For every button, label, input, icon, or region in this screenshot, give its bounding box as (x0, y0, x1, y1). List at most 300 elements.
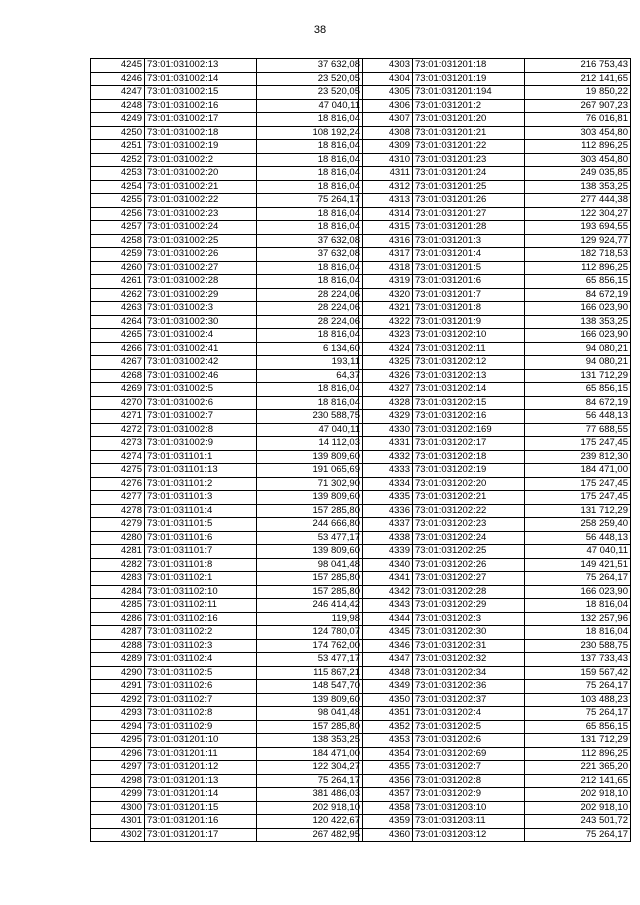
cadastral-value-cell: 157 285,80 (257, 504, 363, 518)
table-row (91, 734, 363, 748)
cadastral-value-cell: 23 520,05 (257, 72, 363, 86)
table-row (91, 221, 363, 235)
cadastral-value-cell: 112 896,25 (525, 140, 631, 154)
table-body-right (359, 59, 631, 842)
cadastral-value-cell: 244 666,80 (257, 518, 363, 532)
row-number-cell: 4292 (91, 693, 145, 707)
table-row (359, 491, 631, 505)
cadastral-value-cell: 75 264,17 (525, 680, 631, 694)
row-number-cell: 4323 (359, 329, 413, 343)
row-number-cell: 4350 (359, 693, 413, 707)
row-number-cell: 4279 (91, 518, 145, 532)
cadastral-number-cell: 73:01:031202:26 (413, 558, 525, 572)
cadastral-value-cell: 175 247,45 (525, 477, 631, 491)
cadastral-number-cell: 73:01:031002:26 (145, 248, 257, 262)
cadastral-value-cell: 53 477,17 (257, 531, 363, 545)
cadastral-number-cell: 73:01:031202:36 (413, 680, 525, 694)
row-number-cell: 4260 (91, 261, 145, 275)
row-number-cell: 4257 (91, 221, 145, 235)
cadastral-value-cell: 18 816,04 (257, 329, 363, 343)
cadastral-number-cell: 73:01:031202:19 (413, 464, 525, 478)
cadastral-value-cell: 202 918,10 (525, 801, 631, 815)
row-number-cell: 4268 (91, 369, 145, 383)
cadastral-value-cell: 98 041,48 (257, 707, 363, 721)
cadastral-number-cell: 73:01:031201:8 (413, 302, 525, 316)
cadastral-number-cell: 73:01:031002:29 (145, 288, 257, 302)
row-number-cell: 4317 (359, 248, 413, 262)
cadastral-value-cell: 47 040,11 (257, 423, 363, 437)
cadastral-value-cell: 18 816,04 (257, 383, 363, 397)
table-row (359, 153, 631, 167)
cadastral-value-table-left (90, 58, 363, 842)
table-row (359, 815, 631, 829)
table-row (91, 248, 363, 262)
row-number-cell: 4331 (359, 437, 413, 451)
cadastral-value-cell: 119,98 (257, 612, 363, 626)
cadastral-value-cell: 98 041,48 (257, 558, 363, 572)
cadastral-value-cell: 18 816,04 (257, 113, 363, 127)
cadastral-value-cell: 28 224,06 (257, 288, 363, 302)
row-number-cell: 4308 (359, 126, 413, 140)
table-row (359, 356, 631, 370)
cadastral-value-cell: 28 224,06 (257, 302, 363, 316)
cadastral-number-cell: 73:01:031201:24 (413, 167, 525, 181)
cadastral-value-cell: 137 733,43 (525, 653, 631, 667)
table-row (359, 828, 631, 842)
row-number-cell: 4318 (359, 261, 413, 275)
cadastral-number-cell: 73:01:031201:3 (413, 234, 525, 248)
cadastral-number-cell: 73:01:031202:37 (413, 693, 525, 707)
table-row (91, 585, 363, 599)
row-number-cell: 4342 (359, 585, 413, 599)
table-row (91, 774, 363, 788)
table-row (359, 504, 631, 518)
table-row (91, 828, 363, 842)
row-number-cell: 4309 (359, 140, 413, 154)
cadastral-number-cell: 73:01:031202:3 (413, 612, 525, 626)
cadastral-value-cell: 112 896,25 (525, 747, 631, 761)
cadastral-number-cell: 73:01:031002:9 (145, 437, 257, 451)
table-row (91, 383, 363, 397)
cadastral-number-cell: 73:01:031202:21 (413, 491, 525, 505)
table-row (91, 464, 363, 478)
row-number-cell: 4334 (359, 477, 413, 491)
table-row (91, 491, 363, 505)
table-row (91, 788, 363, 802)
cadastral-number-cell: 73:01:031002:15 (145, 86, 257, 100)
cadastral-value-cell: 202 918,10 (525, 788, 631, 802)
row-number-cell: 4272 (91, 423, 145, 437)
cadastral-number-cell: 73:01:031201:2 (413, 99, 525, 113)
row-number-cell: 4352 (359, 720, 413, 734)
table-row (359, 383, 631, 397)
row-number-cell: 4271 (91, 410, 145, 424)
page-number: 38 (313, 24, 327, 36)
row-number-cell: 4347 (359, 653, 413, 667)
table-row (91, 720, 363, 734)
cadastral-value-cell: 148 547,70 (257, 680, 363, 694)
cadastral-number-cell: 73:01:031202:31 (413, 639, 525, 653)
cadastral-value-cell: 303 454,80 (525, 126, 631, 140)
row-number-cell: 4280 (91, 531, 145, 545)
cadastral-value-cell: 139 809,60 (257, 450, 363, 464)
row-number-cell: 4250 (91, 126, 145, 140)
cadastral-number-cell: 73:01:031202:28 (413, 585, 525, 599)
row-number-cell: 4284 (91, 585, 145, 599)
table-row (91, 113, 363, 127)
cadastral-value-cell: 221 365,20 (525, 761, 631, 775)
table-row (91, 612, 363, 626)
cadastral-number-cell: 73:01:031202:24 (413, 531, 525, 545)
table-row (91, 531, 363, 545)
cadastral-number-cell: 73:01:031002:13 (145, 59, 257, 73)
cadastral-number-cell: 73:01:031002:4 (145, 329, 257, 343)
row-number-cell: 4297 (91, 761, 145, 775)
table-row (91, 639, 363, 653)
table-row (91, 504, 363, 518)
row-number-cell: 4316 (359, 234, 413, 248)
cadastral-value-cell: 18 816,04 (257, 275, 363, 289)
table-row (359, 248, 631, 262)
row-number-cell: 4286 (91, 612, 145, 626)
table-row (359, 680, 631, 694)
table-row (91, 275, 363, 289)
cadastral-number-cell: 73:01:031201:6 (413, 275, 525, 289)
table-row (91, 747, 363, 761)
cadastral-number-cell: 73:01:031202:12 (413, 356, 525, 370)
cadastral-number-cell: 73:01:031002:30 (145, 315, 257, 329)
row-number-cell: 4321 (359, 302, 413, 316)
row-number-cell: 4319 (359, 275, 413, 289)
row-number-cell: 4359 (359, 815, 413, 829)
cadastral-number-cell: 73:01:031102:10 (145, 585, 257, 599)
cadastral-value-cell: 166 023,90 (525, 302, 631, 316)
cadastral-value-cell: 258 259,40 (525, 518, 631, 532)
cadastral-value-cell: 47 040,11 (257, 99, 363, 113)
cadastral-value-cell: 64,37 (257, 369, 363, 383)
row-number-cell: 4262 (91, 288, 145, 302)
table-row (359, 437, 631, 451)
cadastral-number-cell: 73:01:031102:7 (145, 693, 257, 707)
cadastral-value-cell: 138 353,25 (257, 734, 363, 748)
row-number-cell: 4305 (359, 86, 413, 100)
cadastral-number-cell: 73:01:031002:41 (145, 342, 257, 356)
cadastral-number-cell: 73:01:031203:11 (413, 815, 525, 829)
row-number-cell: 4358 (359, 801, 413, 815)
row-number-cell: 4340 (359, 558, 413, 572)
cadastral-value-cell: 18 816,04 (257, 153, 363, 167)
cadastral-value-cell: 75 264,17 (257, 774, 363, 788)
row-number-cell: 4289 (91, 653, 145, 667)
table-row (91, 234, 363, 248)
table-row (359, 639, 631, 653)
cadastral-number-cell: 73:01:031102:3 (145, 639, 257, 653)
cadastral-value-cell: 246 414,42 (257, 599, 363, 613)
table-row (91, 410, 363, 424)
cadastral-value-cell: 129 924,77 (525, 234, 631, 248)
table-row (91, 342, 363, 356)
cadastral-value-cell: 193,11 (257, 356, 363, 370)
table-row (359, 194, 631, 208)
cadastral-number-cell: 73:01:031102:6 (145, 680, 257, 694)
cadastral-value-cell: 249 035,85 (525, 167, 631, 181)
cadastral-value-cell: 166 023,90 (525, 329, 631, 343)
cadastral-value-cell: 212 141,65 (525, 774, 631, 788)
cadastral-value-cell: 65 856,15 (525, 275, 631, 289)
cadastral-number-cell: 73:01:031002:3 (145, 302, 257, 316)
row-number-cell: 4251 (91, 140, 145, 154)
row-number-cell: 4282 (91, 558, 145, 572)
row-number-cell: 4276 (91, 477, 145, 491)
row-number-cell: 4329 (359, 410, 413, 424)
cadastral-value-cell: 122 304,27 (257, 761, 363, 775)
row-number-cell: 4296 (91, 747, 145, 761)
cadastral-number-cell: 73:01:031201:19 (413, 72, 525, 86)
cadastral-value-cell: 230 588,75 (525, 639, 631, 653)
table-row (359, 329, 631, 343)
row-number-cell: 4291 (91, 680, 145, 694)
cadastral-number-cell: 73:01:031201:21 (413, 126, 525, 140)
row-number-cell: 4304 (359, 72, 413, 86)
cadastral-number-cell: 73:01:031202:22 (413, 504, 525, 518)
row-number-cell: 4306 (359, 99, 413, 113)
cadastral-number-cell: 73:01:031002:20 (145, 167, 257, 181)
row-number-cell: 4274 (91, 450, 145, 464)
row-number-cell: 4259 (91, 248, 145, 262)
cadastral-value-cell: 108 192,24 (257, 126, 363, 140)
table-row (359, 288, 631, 302)
cadastral-number-cell: 73:01:031202:29 (413, 599, 525, 613)
cadastral-number-cell: 73:01:031102:16 (145, 612, 257, 626)
table-row (91, 518, 363, 532)
row-number-cell: 4263 (91, 302, 145, 316)
cadastral-number-cell: 73:01:031201:26 (413, 194, 525, 208)
cadastral-value-cell: 303 454,80 (525, 153, 631, 167)
row-number-cell: 4253 (91, 167, 145, 181)
table-row (359, 518, 631, 532)
table-row (359, 653, 631, 667)
cadastral-value-cell: 381 486,03 (257, 788, 363, 802)
cadastral-number-cell: 73:01:031002:27 (145, 261, 257, 275)
cadastral-value-cell: 18 816,04 (257, 221, 363, 235)
table-row (359, 693, 631, 707)
cadastral-value-cell: 53 477,17 (257, 653, 363, 667)
table-row (359, 801, 631, 815)
cadastral-number-cell: 73:01:031002:14 (145, 72, 257, 86)
cadastral-value-cell: 37 632,08 (257, 59, 363, 73)
cadastral-value-cell: 139 809,60 (257, 693, 363, 707)
table-row (359, 167, 631, 181)
cadastral-value-cell: 18 816,04 (257, 207, 363, 221)
cadastral-number-cell: 73:01:031002:42 (145, 356, 257, 370)
table-row (91, 693, 363, 707)
table-row (91, 153, 363, 167)
row-number-cell: 4355 (359, 761, 413, 775)
row-number-cell: 4266 (91, 342, 145, 356)
cadastral-number-cell: 73:01:031202:20 (413, 477, 525, 491)
table-row (359, 572, 631, 586)
cadastral-number-cell: 73:01:031202:14 (413, 383, 525, 397)
cadastral-number-cell: 73:01:031202:34 (413, 666, 525, 680)
cadastral-number-cell: 73:01:031201:13 (145, 774, 257, 788)
table-row (359, 113, 631, 127)
cadastral-number-cell: 73:01:031201:4 (413, 248, 525, 262)
cadastral-number-cell: 73:01:031102:2 (145, 626, 257, 640)
row-number-cell: 4255 (91, 194, 145, 208)
cadastral-value-cell: 157 285,80 (257, 720, 363, 734)
cadastral-value-cell: 131 712,29 (525, 734, 631, 748)
table-row (359, 558, 631, 572)
row-number-cell: 4346 (359, 639, 413, 653)
table-row (359, 126, 631, 140)
cadastral-value-cell: 132 257,96 (525, 612, 631, 626)
cadastral-number-cell: 73:01:031201:16 (145, 815, 257, 829)
table-body-left (91, 59, 363, 842)
cadastral-value-cell: 18 816,04 (257, 396, 363, 410)
table-row (359, 423, 631, 437)
cadastral-value-cell: 47 040,11 (525, 545, 631, 559)
row-number-cell: 4285 (91, 599, 145, 613)
table-row (91, 545, 363, 559)
cadastral-number-cell: 73:01:031202:8 (413, 774, 525, 788)
row-number-cell: 4277 (91, 491, 145, 505)
table-row (359, 788, 631, 802)
cadastral-number-cell: 73:01:031201:17 (145, 828, 257, 842)
cadastral-number-cell: 73:01:031202:4 (413, 707, 525, 721)
cadastral-number-cell: 73:01:031002:2 (145, 153, 257, 167)
table-row (359, 302, 631, 316)
table-row (91, 572, 363, 586)
cadastral-value-table-right (358, 58, 631, 842)
cadastral-number-cell: 73:01:031202:169 (413, 423, 525, 437)
cadastral-number-cell: 73:01:031202:27 (413, 572, 525, 586)
table-row (91, 666, 363, 680)
cadastral-number-cell: 73:01:031102:9 (145, 720, 257, 734)
cadastral-value-cell: 139 809,60 (257, 545, 363, 559)
cadastral-number-cell: 73:01:031002:7 (145, 410, 257, 424)
table-row (359, 707, 631, 721)
table-row (91, 450, 363, 464)
table-row (91, 761, 363, 775)
cadastral-value-cell: 84 672,19 (525, 288, 631, 302)
table-row (91, 599, 363, 613)
cadastral-value-cell: 193 694,55 (525, 221, 631, 235)
cadastral-number-cell: 73:01:031201:23 (413, 153, 525, 167)
row-number-cell: 4264 (91, 315, 145, 329)
row-number-cell: 4312 (359, 180, 413, 194)
cadastral-value-cell: 166 023,90 (525, 585, 631, 599)
row-number-cell: 4320 (359, 288, 413, 302)
table-row (91, 680, 363, 694)
row-number-cell: 4328 (359, 396, 413, 410)
row-number-cell: 4327 (359, 383, 413, 397)
cadastral-number-cell: 73:01:031101:3 (145, 491, 257, 505)
cadastral-value-cell: 77 688,55 (525, 423, 631, 437)
row-number-cell: 4283 (91, 572, 145, 586)
cadastral-value-cell: 18 816,04 (525, 626, 631, 640)
cadastral-value-cell: 18 816,04 (257, 180, 363, 194)
row-number-cell: 4265 (91, 329, 145, 343)
table-row (359, 761, 631, 775)
cadastral-value-cell: 65 856,15 (525, 720, 631, 734)
table-row (359, 545, 631, 559)
cadastral-number-cell: 73:01:031002:46 (145, 369, 257, 383)
cadastral-value-cell: 71 302,90 (257, 477, 363, 491)
cadastral-number-cell: 73:01:031101:5 (145, 518, 257, 532)
cadastral-number-cell: 73:01:031101:2 (145, 477, 257, 491)
cadastral-number-cell: 73:01:031102:1 (145, 572, 257, 586)
cadastral-value-cell: 18 816,04 (257, 261, 363, 275)
cadastral-value-cell: 277 444,38 (525, 194, 631, 208)
cadastral-value-cell: 23 520,05 (257, 86, 363, 100)
cadastral-value-cell: 94 080,21 (525, 342, 631, 356)
table-row (91, 329, 363, 343)
cadastral-number-cell: 73:01:031201:18 (413, 59, 525, 73)
cadastral-number-cell: 73:01:031202:6 (413, 734, 525, 748)
table-row (359, 531, 631, 545)
table-row (359, 410, 631, 424)
table-row (91, 288, 363, 302)
table-row (359, 369, 631, 383)
table-row (91, 423, 363, 437)
cadastral-number-cell: 73:01:031201:22 (413, 140, 525, 154)
row-number-cell: 4298 (91, 774, 145, 788)
table-row (359, 140, 631, 154)
cadastral-number-cell: 73:01:031201:11 (145, 747, 257, 761)
cadastral-value-cell: 84 672,19 (525, 396, 631, 410)
cadastral-value-cell: 212 141,65 (525, 72, 631, 86)
row-number-cell: 4325 (359, 356, 413, 370)
row-number-cell: 4261 (91, 275, 145, 289)
cadastral-value-cell: 139 809,60 (257, 491, 363, 505)
table-row (359, 234, 631, 248)
cadastral-value-cell: 18 816,04 (257, 167, 363, 181)
table-row (91, 261, 363, 275)
row-number-cell: 4254 (91, 180, 145, 194)
row-number-cell: 4256 (91, 207, 145, 221)
cadastral-number-cell: 73:01:031102:5 (145, 666, 257, 680)
row-number-cell: 4299 (91, 788, 145, 802)
table-row (359, 666, 631, 680)
cadastral-value-cell: 202 918,10 (257, 801, 363, 815)
cadastral-number-cell: 73:01:031101:13 (145, 464, 257, 478)
row-number-cell: 4315 (359, 221, 413, 235)
cadastral-value-cell: 124 780,07 (257, 626, 363, 640)
row-number-cell: 4343 (359, 599, 413, 613)
cadastral-number-cell: 73:01:031002:5 (145, 383, 257, 397)
row-number-cell: 4322 (359, 315, 413, 329)
row-number-cell: 4313 (359, 194, 413, 208)
cadastral-number-cell: 73:01:031202:18 (413, 450, 525, 464)
row-number-cell: 4330 (359, 423, 413, 437)
table-row (359, 774, 631, 788)
row-number-cell: 4301 (91, 815, 145, 829)
table-row (359, 275, 631, 289)
cadastral-number-cell: 73:01:031201:27 (413, 207, 525, 221)
cadastral-value-cell: 75 264,17 (257, 194, 363, 208)
cadastral-number-cell: 73:01:031203:12 (413, 828, 525, 842)
cadastral-value-cell: 159 567,42 (525, 666, 631, 680)
table-row (359, 626, 631, 640)
row-number-cell: 4288 (91, 639, 145, 653)
cadastral-value-cell: 37 632,08 (257, 248, 363, 262)
table-row (359, 585, 631, 599)
table-row (91, 302, 363, 316)
row-number-cell: 4341 (359, 572, 413, 586)
cadastral-number-cell: 73:01:031002:17 (145, 113, 257, 127)
row-number-cell: 4278 (91, 504, 145, 518)
cadastral-value-cell: 243 501,72 (525, 815, 631, 829)
